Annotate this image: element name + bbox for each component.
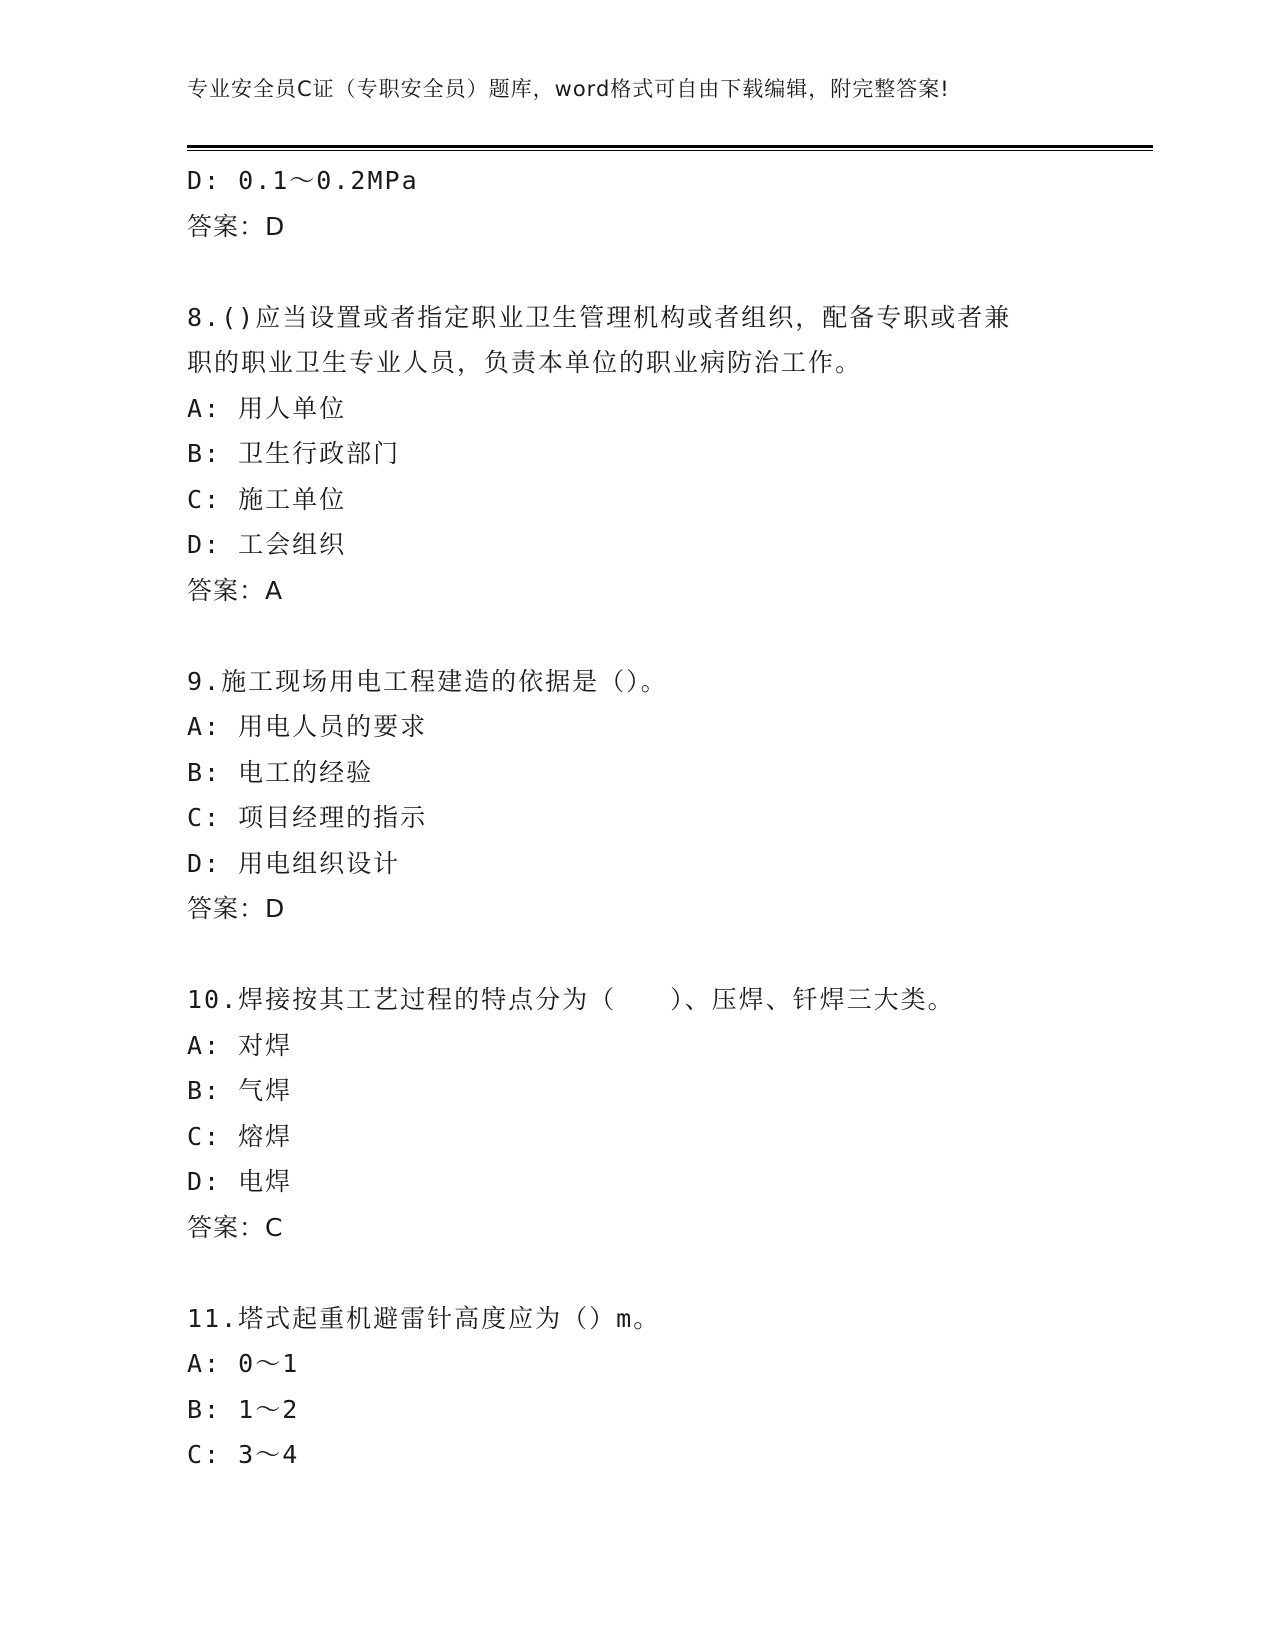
question-text: 9.施工现场用电工程建造的依据是（）。 xyxy=(187,666,668,696)
option-d: D: 工会组织 xyxy=(187,530,347,559)
header-rule-thin xyxy=(187,150,1153,151)
spacer xyxy=(187,613,1087,659)
option-d: D: 电焊 xyxy=(187,1167,293,1196)
spacer xyxy=(187,932,1087,978)
answer-label: 答案：A xyxy=(187,575,284,605)
question-10 xyxy=(187,977,1087,1250)
option-a: A: 用电人员的要求 xyxy=(187,712,428,741)
option-b: B: 电工的经验 xyxy=(187,757,374,787)
option-c: C: 3～4 xyxy=(187,1440,300,1469)
question-11 xyxy=(187,1296,1087,1478)
question-text: 8.()应当设置或者指定职业卫生管理机构或者组织，配备专职或者兼 xyxy=(187,302,1012,332)
option-a: A: 0～1 xyxy=(187,1349,300,1378)
header-rule-thick xyxy=(187,145,1153,148)
question-8 xyxy=(187,295,1087,614)
question-text-continued: 职的职业卫生专业人员，负责本单位的职业病防治工作。 xyxy=(187,348,863,377)
option-c: C: 项目经理的指示 xyxy=(187,803,428,832)
option-b: B: 气焊 xyxy=(187,1076,293,1105)
question-9 xyxy=(187,659,1087,932)
option-a: A: 对焊 xyxy=(187,1030,293,1060)
option-b: B: 卫生行政部门 xyxy=(187,439,401,468)
option-c: C: 施工单位 xyxy=(187,484,347,514)
prev-question-tail xyxy=(187,158,1087,249)
question-text: 11.塔式起重机避雷针高度应为（）m。 xyxy=(187,1303,661,1333)
option-c: C: 熔焊 xyxy=(187,1121,293,1151)
answer-label: 答案：C xyxy=(187,1212,284,1242)
document-body xyxy=(187,158,1087,1478)
option-d: D: 0.1～0.2MPa xyxy=(187,166,419,195)
page-header-title: 专业安全员C证（专职安全员）题库，word格式可自由下载编辑，附完整答案! xyxy=(187,77,950,101)
option-b: B: 1～2 xyxy=(187,1394,300,1424)
spacer xyxy=(187,1250,1087,1296)
answer-label: 答案：D xyxy=(187,894,286,923)
question-text: 10.焊接按其工艺过程的特点分为（ ）、压焊、钎焊三大类。 xyxy=(187,985,955,1014)
option-a: A: 用人单位 xyxy=(187,393,347,423)
spacer xyxy=(187,249,1087,295)
answer-label: 答案：D xyxy=(187,211,286,241)
option-d: D: 用电组织设计 xyxy=(187,848,401,878)
